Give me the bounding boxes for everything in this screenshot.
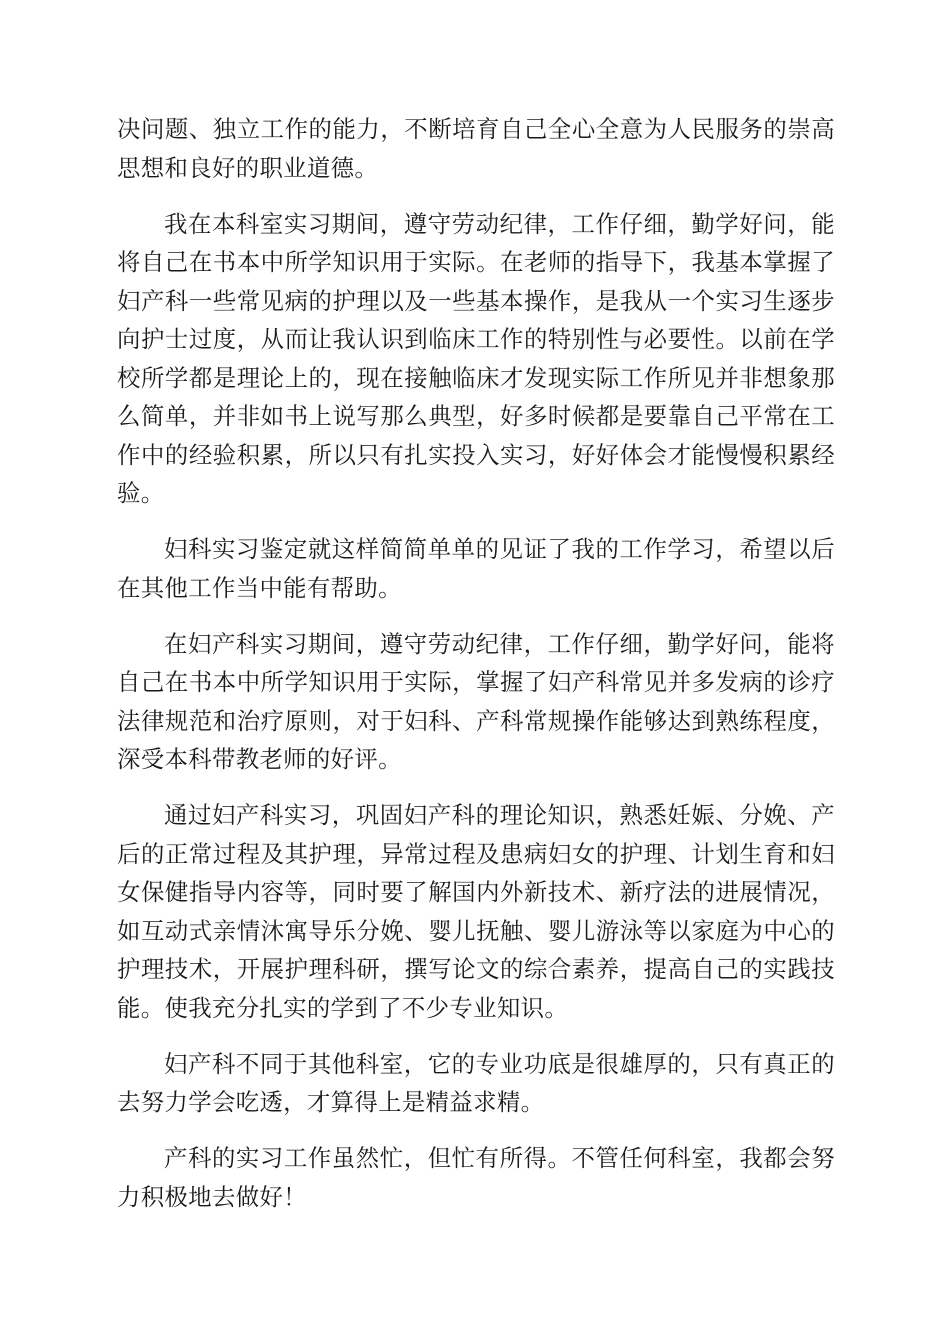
- paragraph-2: 我在本科室实习期间，遵守劳动纪律，工作仔细，勤学好问，能将自己在书本中所学知识用于实际。在老师的指导下，我基本掌握了妇产科一些常见病的护理以及一些基本操作，是我从一个实习生逐步向护士过度，从而让我认识到临床工作的特别性与必要性。以前在学校所学都是理论上的，现在接触临床才发现实际工作所见并非想象那么简单，并非如书上说写那么典型，好多时候都是要靠自己平常在工作中的经验积累，所以只有扎实投入实习，好好体会才能慢慢积累经验。: [117, 209, 835, 507]
- paragraph-6: 妇产科不同于其他科室，它的专业功底是很雄厚的，只有真正的去努力学会吃透，才算得上是精益求精。: [117, 1049, 835, 1116]
- paragraph-7: 产科的实习工作虽然忙，但忙有所得。不管任何科室，我都会努力积极地去做好！: [117, 1144, 835, 1211]
- paragraph-5: 通过妇产科实习，巩固妇产科的理论知识，熟悉妊娠、分娩、产后的正常过程及其护理，异常过程及患病妇女的护理、计划生育和妇女保健指导内容等，同时要了解国内外新技术、新疗法的进展情况，如互动式亲情沐寓导乐分娩、婴儿抚触、婴儿游泳等以家庭为中心的护理技术，开展护理科研，撰写论文的综合素养，提高自己的实践技能。使我充分扎实的学到了不少专业知识。: [117, 801, 835, 1022]
- document-body: [117, 110, 835, 1234]
- paragraph-4: 在妇产科实习期间，遵守劳动纪律，工作仔细，勤学好问，能将自己在书本中所学知识用于实际，掌握了妇产科常见并多发病的诊疗法律规范和治疗原则，对于妇科、产科常规操作能够达到熟练程度，深受本科带教老师的好评。: [117, 629, 835, 773]
- paragraph-3: 妇科实习鉴定就这样简简单单的见证了我的工作学习，希望以后在其他工作当中能有帮助。: [117, 535, 835, 602]
- paragraph-1: 决问题、独立工作的能力，不断培育自己全心全意为人民服务的崇高思想和良好的职业道德。: [117, 115, 835, 182]
